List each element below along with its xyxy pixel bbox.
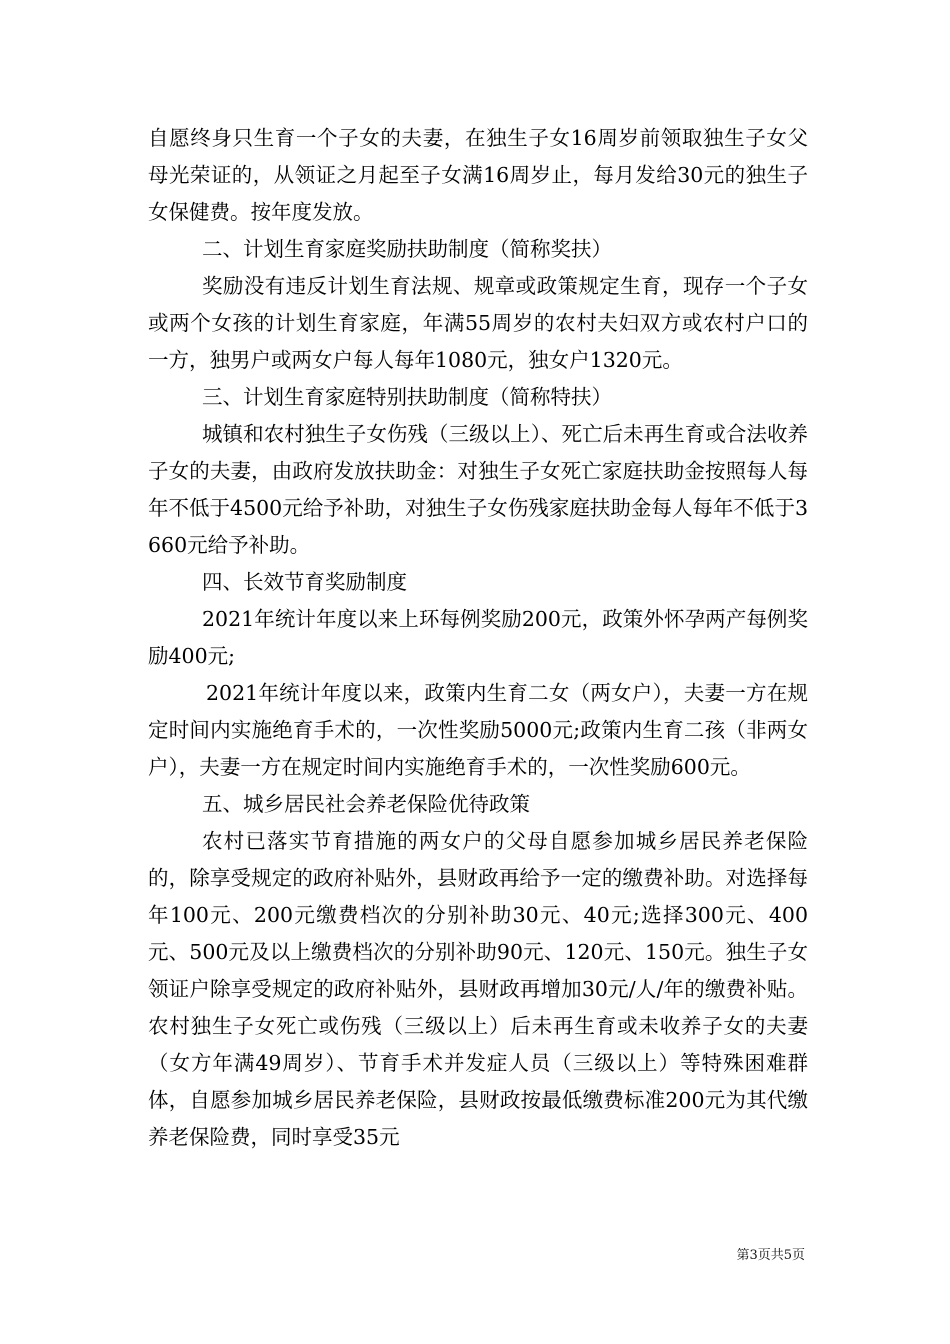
- section-heading-5: 五、城乡居民社会养老保险优待政策: [202, 792, 530, 816]
- section-heading-2: 二、计划生育家庭奖励扶助制度（简称奖扶）: [202, 237, 612, 261]
- paragraph-ring-reward: 2021年统计年度以来上环每例奖励200元，政策外怀孕两产每例奖励400元;: [148, 607, 808, 668]
- section-heading-4: 四、长效节育奖励制度: [202, 570, 407, 594]
- section-heading-3: 三、计划生育家庭特别扶助制度（简称特扶）: [202, 385, 612, 409]
- document-body: [148, 120, 808, 1156]
- paragraph-reward-support: 奖励没有违反计划生育法规、规章或政策规定生育，现存一个子女或两个女孩的计划生育家庭，年满55周岁的农村夫妇双方或农村户口的一方，独男户或两女户每人每年1080元，独女户1320元。: [148, 274, 808, 372]
- paragraph-sterilization-reward: 2021年统计年度以来，政策内生育二女（两女户），夫妻一方在规定时间内实施绝育手术的，一次性奖励5000元;政策内生育二孩（非两女户），夫妻一方在规定时间内实施绝育手术的，一次性奖励600元。: [148, 681, 808, 779]
- paragraph-special-support: 城镇和农村独生子女伤残（三级以上）、死亡后未再生育或合法收养子女的夫妻，由政府发放扶助金：对独生子女死亡家庭扶助金按照每人每年不低于4500元给予补助，对独生子女伤残家庭扶助金每人每年不低于3660元给予补助。: [148, 422, 808, 557]
- page-number-footer: 第3页共5页: [736, 1248, 805, 1263]
- paragraph-pension-policy: 农村已落实节育措施的两女户的父母自愿参加城乡居民养老保险的，除享受规定的政府补贴外，县财政再给予一定的缴费补助。对选择每年100元、200元缴费档次的分别补助30元、40元;选择300元、400元、500元及以上缴费档次的分别补助90元、120元、150元。独生子女领证户除享受规定的政府补贴外，县财政再增加30元/人/年的缴费补贴。农村独生子女死亡或伤残（三级以上）后未再生育或未收养子女的夫妻（女方年满49周岁）、节育手术并发症人员（三级以上）等特殊困难群体，自愿参加城乡居民养老保险，县财政按最低缴费标准200元为其代缴养老保险费，同时享受35元: [148, 829, 808, 1149]
- paragraph-continuation: 自愿终身只生育一个子女的夫妻，在独生子女16周岁前领取独生子女父母光荣证的，从领证之月起至子女满16周岁止，每月发给30元的独生子女保健费。按年度发放。: [148, 126, 808, 224]
